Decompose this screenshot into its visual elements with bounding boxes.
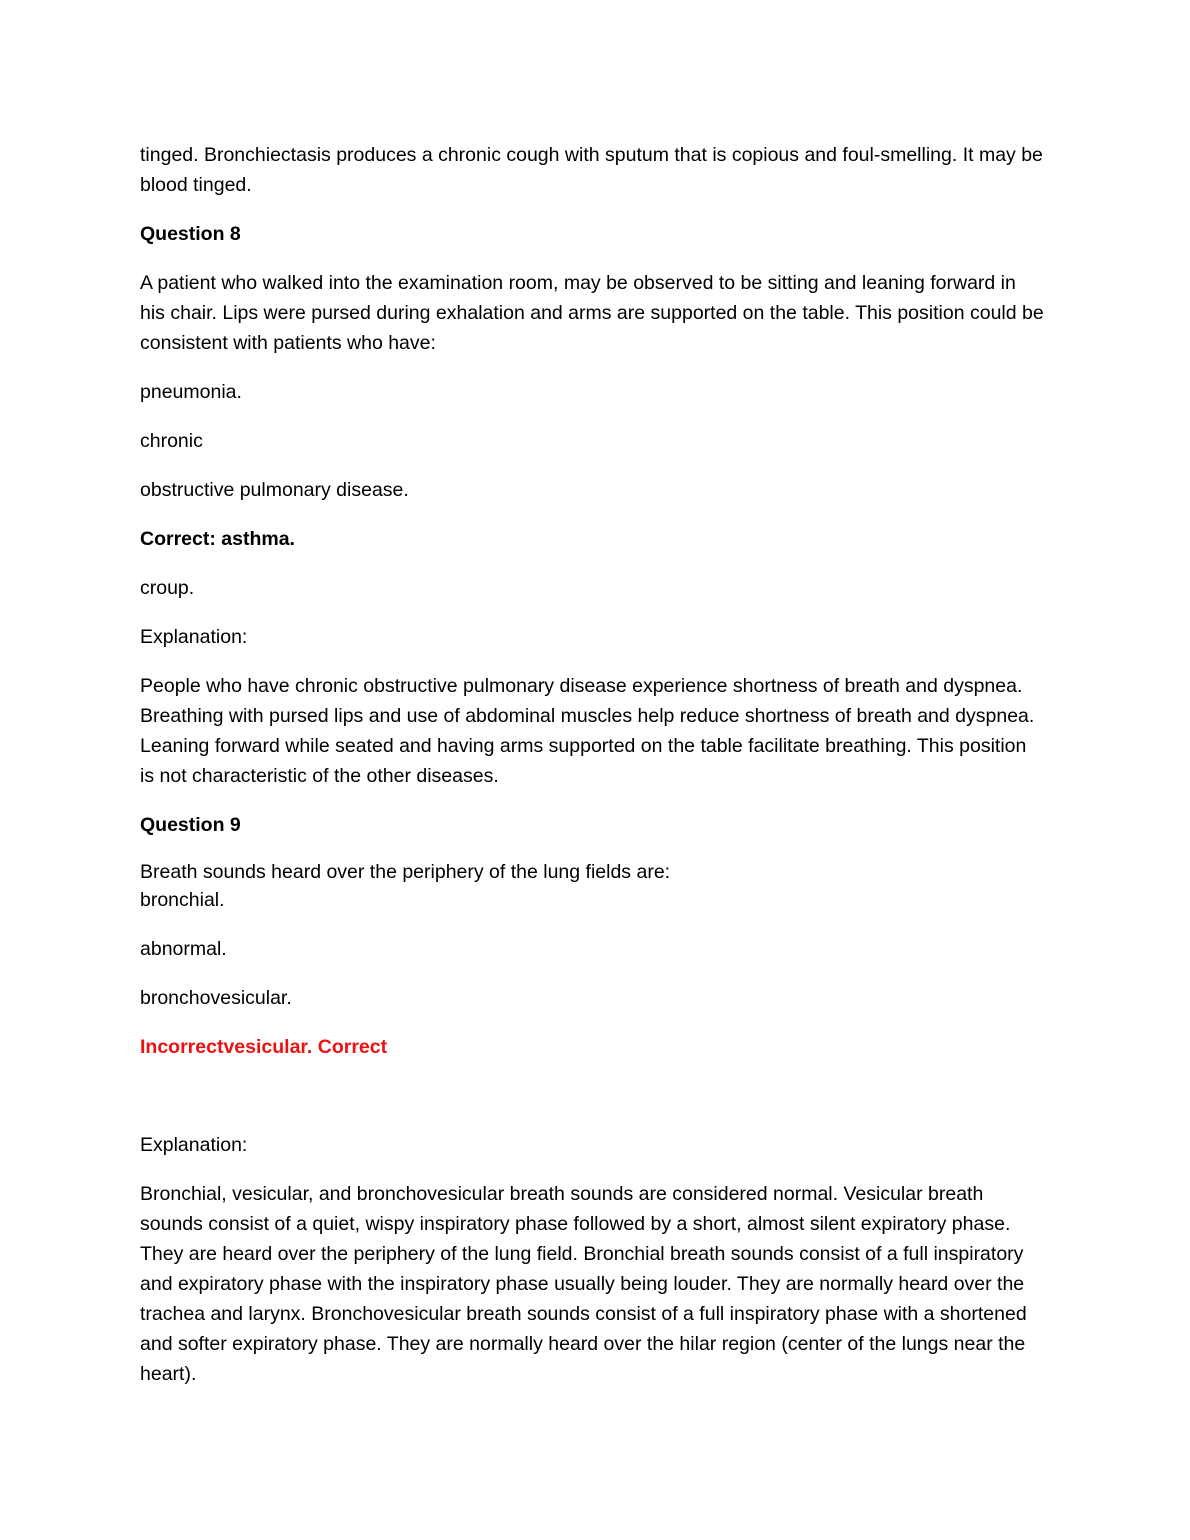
- document-page: [140, 140, 1045, 1408]
- question-8-explanation: People who have chronic obstructive pulmonary disease experience shortness of breath and dyspnea. Breathing with pursed lips and use of abdominal muscles help reduce shortness of breath and dyspnea. Leaning forward while seated and having arms supported on the table facilitate breathing. This position is not characteristic of the other diseases.: [140, 675, 1035, 787]
- question-9-heading: Question 9: [140, 814, 241, 836]
- question-9-option-bronchovesicular: bronchovesicular.: [140, 987, 292, 1009]
- question-8-option-pneumonia: pneumonia.: [140, 381, 242, 403]
- question-9-explanation: Bronchial, vesicular, and bronchovesicular breath sounds are considered normal. Vesicular breath sounds consist of a quiet, wispy inspiratory phase followed by a short, almost silent expiratory phase. They are heard over the periphery of the lung field. Bronchial breath sounds consist of a full inspiratory and expiratory phase with the inspiratory phase usually being louder. They are normally heard over the trachea and larynx. Bronchovesicular breath sounds consist of a full inspiratory phase with a shortened and softer expiratory phase. They are normally heard over the hilar region (center of the lungs near the heart).: [140, 1183, 1027, 1385]
- question-8-option-chronic: chronic: [140, 430, 203, 452]
- question-8-option-croup: croup.: [140, 577, 195, 599]
- question-9-prompt: Breath sounds heard over the periphery of the lung fields are:: [140, 861, 671, 883]
- question-9-marked-answer: Incorrectvesicular. Correct: [140, 1036, 388, 1058]
- intro-paragraph: tinged. Bronchiectasis produces a chronic cough with sputum that is copious and foul-smelling. It may be blood tinged.: [140, 144, 1043, 196]
- question-9-option-bronchial: bronchial.: [140, 889, 225, 911]
- question-9-explanation-label: Explanation:: [140, 1134, 248, 1156]
- question-9-option-abnormal: abnormal.: [140, 938, 227, 960]
- question-8-explanation-label: Explanation:: [140, 626, 248, 648]
- question-8-correct-answer: Correct: asthma.: [140, 528, 295, 550]
- question-8-heading: Question 8: [140, 223, 241, 245]
- question-8-option-copd: obstructive pulmonary disease.: [140, 479, 409, 501]
- question-8-prompt: A patient who walked into the examination room, may be observed to be sitting and leaning forward in his chair. Lips were pursed during exhalation and arms are supported on the table. This position could be consistent with patients who have:: [140, 272, 1044, 354]
